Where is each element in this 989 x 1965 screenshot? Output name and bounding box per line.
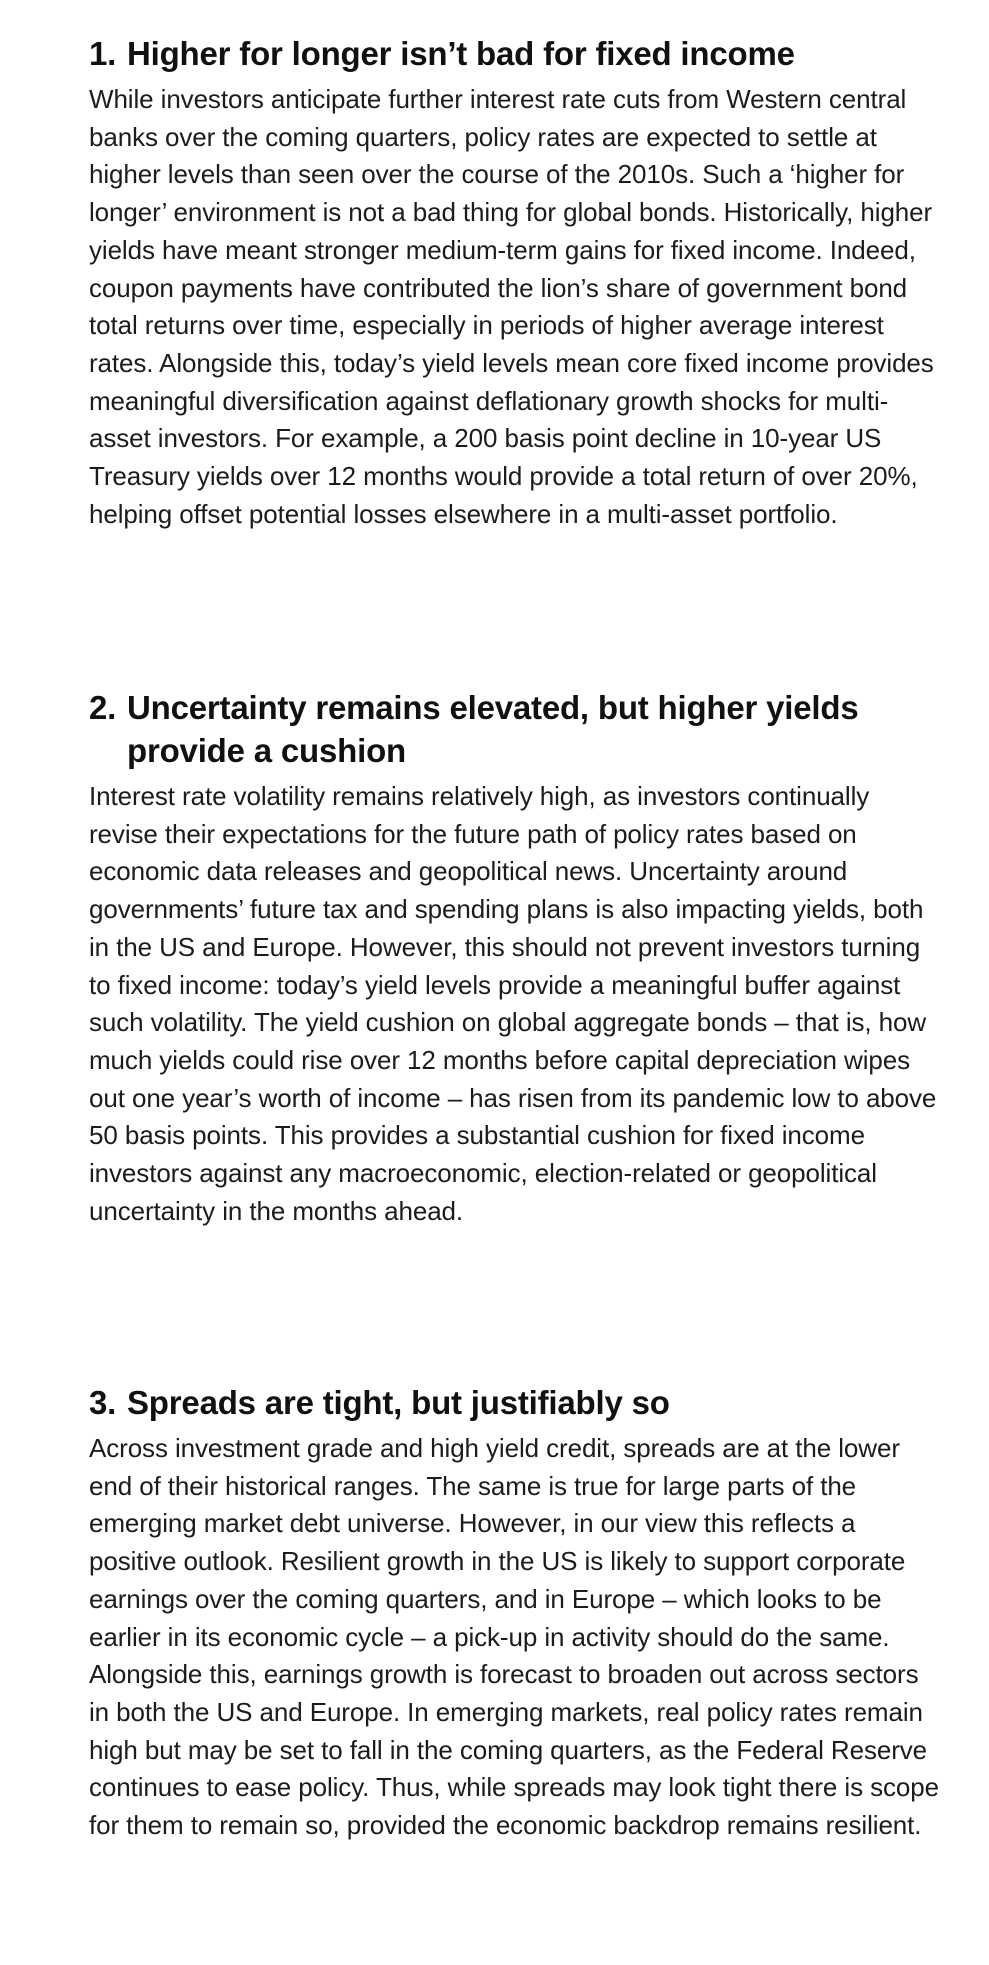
section-title: Spreads are tight, but justifiably so — [127, 1384, 670, 1421]
section-heading — [89, 686, 939, 772]
section-number: 2. — [89, 689, 117, 726]
section-heading — [89, 1381, 939, 1424]
section-title: Higher for longer isn’t bad for fixed income — [127, 35, 795, 72]
section-number: 3. — [89, 1384, 117, 1421]
section-higher-for-longer — [89, 32, 939, 533]
section-spreads-tight — [89, 1381, 939, 1845]
section-body: While investors anticipate further interest rate cuts from Western central banks over the coming quarters, policy rates are expected to settle at higher levels than seen over the course of the 2010s. Such a ‘higher for longer’ environment is not a bad thing for global bonds. Historically, higher yields have meant stronger medium-term gains for fixed income. Indeed, coupon payments have contributed the lion’s share of government bond total returns over time, especially in periods of higher average interest rates. Alongside this, today’s yield levels mean core fixed income provides meaningful diversification against deflationary growth shocks for multi-asset investors. For example, a 200 basis point decline in 10-year US Treasury yields over 12 months would provide a total return of over 20%, helping offset potential losses elsewhere in a multi-asset portfolio. — [89, 84, 934, 529]
section-heading — [89, 32, 939, 75]
section-body: Across investment grade and high yield credit, spreads are at the lower end of their historical ranges. The same is true for large parts of the emerging market debt universe. However, in our view this reflects a positive outlook. Resilient growth in the US is likely to support corporate earnings over the coming quarters, and in Europe – which looks to be earlier in its economic cycle – a pick-up in activity should do the same. Alongside this, earnings growth is forecast to broaden out across sectors in both the US and Europe. In emerging markets, real policy rates remain high but may be set to fall in the coming quarters, as the Federal Reserve continues to ease policy. Thus, while spreads may look tight there is scope for them to remain so, provided the economic backdrop remains resilient. — [89, 1433, 939, 1841]
section-uncertainty-elevated — [89, 686, 939, 1230]
section-number: 1. — [89, 35, 117, 72]
section-body: Interest rate volatility remains relatively high, as investors continually revise their expectations for the future path of policy rates based on economic data releases and geopolitical news. Uncertainty around governments’ future tax and spending plans is also impacting yields, both in the US and Europe. However, this should not prevent investors turning to fixed income: today’s yield levels provide a meaningful buffer against such volatility. The yield cushion on global aggregate bonds – that is, how much yields could rise over 12 months before capital depreciation wipes out one year’s worth of income – has risen from its pandemic low to above 50 basis points. This provides a substantial cushion for fixed income investors against any macroeconomic, election-related or geopolitical uncertainty in the months ahead. — [89, 781, 937, 1226]
section-title: Uncertainty remains elevated, but higher yields provide a cushion — [127, 689, 859, 769]
